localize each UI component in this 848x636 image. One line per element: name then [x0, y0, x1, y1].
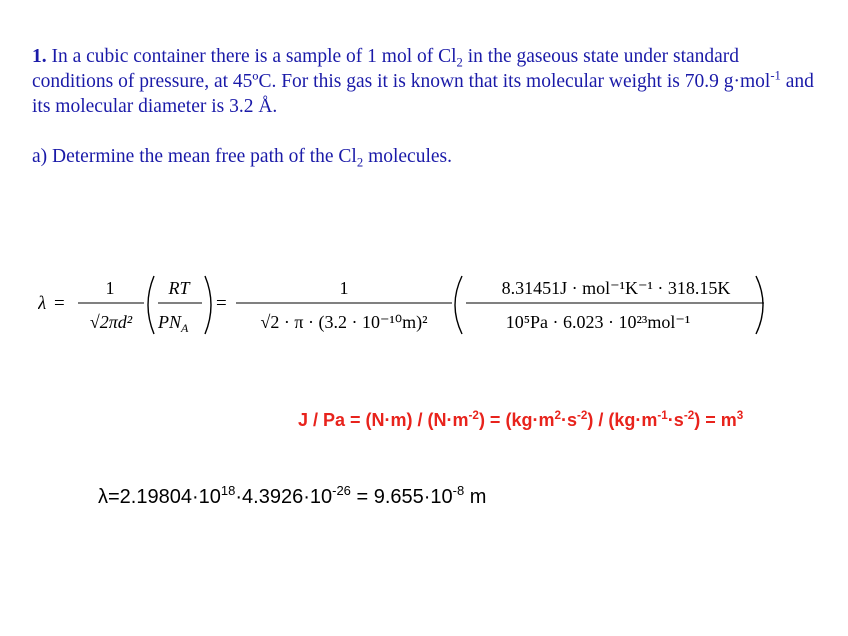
- units-exp-d: -1: [657, 408, 668, 422]
- mol-exponent: -1: [770, 68, 781, 83]
- fraction-1-denominator: √2πd²: [89, 312, 133, 332]
- units-part-f: ) = m: [694, 410, 737, 430]
- right-paren-1: [205, 276, 211, 334]
- units-exp-c: -2: [576, 408, 588, 422]
- units-part-a: J / Pa = (N·m) / (N·m: [298, 410, 469, 430]
- lambda-symbol: λ: [38, 293, 47, 314]
- result-part-b: ·4.3926·10: [235, 486, 333, 508]
- result-line: [98, 483, 487, 509]
- equals-sign-1: =: [54, 293, 65, 314]
- units-exp-e: -2: [683, 408, 695, 422]
- result-exp-c: -8: [452, 483, 465, 499]
- units-part-b: ) = (kg·m: [478, 410, 555, 430]
- result-part-d: m: [464, 486, 487, 508]
- left-paren-2: [455, 276, 462, 334]
- problem-text-3: and its molecular diameter is 3.2 Å.: [32, 71, 814, 117]
- fraction-2-den-sub: A: [181, 321, 189, 335]
- units-exp-b: 2: [554, 408, 561, 422]
- result-part-c: = 9.655·10: [350, 486, 453, 508]
- problem-text-1: In a cubic container there is a sample of 1 mol of Cl: [46, 46, 457, 67]
- result-part-a: λ=2.19804·10: [98, 486, 221, 508]
- units-exp-a: -2: [468, 408, 479, 422]
- result-exp-a: 18: [220, 483, 236, 499]
- question-text-2: molecules.: [363, 146, 452, 167]
- right-paren-2: [756, 276, 763, 334]
- fraction-4-numerator: 8.31451J · mol⁻¹K⁻¹ · 318.15K: [501, 278, 731, 298]
- problem-number: 1.: [32, 46, 47, 67]
- fraction-3-denominator: √2 · π · (3.2 · 10⁻¹⁰m)²: [260, 312, 428, 332]
- question-a: [32, 144, 822, 169]
- equals-sign-2: =: [216, 293, 227, 314]
- fraction-2-den-main: PN: [158, 312, 182, 332]
- units-part-e: ·s: [667, 410, 684, 430]
- fraction-2-numerator: RT: [168, 278, 190, 298]
- fraction-4-denominator: 10⁵Pa · 6.023 · 10²³mol⁻¹: [505, 312, 691, 332]
- units-part-d: ) / (kg·m: [587, 410, 658, 430]
- question-text-1: a) Determine the mean free path of the Cl: [32, 146, 357, 167]
- fraction-3-numerator: 1: [339, 278, 349, 298]
- problem-statement: [32, 44, 822, 169]
- mean-free-path-equation: [38, 268, 818, 346]
- left-paren-1: [148, 276, 154, 334]
- unit-analysis: [298, 410, 743, 431]
- fraction-1-numerator: 1: [105, 278, 115, 298]
- units-exp-f: 3: [736, 408, 744, 422]
- problem-paragraph: [32, 44, 822, 119]
- units-part-c: ·s: [560, 410, 577, 430]
- question-subscript: 2: [356, 155, 364, 170]
- problem-text-2: in the gaseous state under standard conditions of pressure, at 45ºC. For this gas it is known that its molecular weight is 70.9 g·mol: [32, 46, 771, 92]
- fraction-2-denominator: [157, 312, 189, 335]
- result-exp-b: -26: [332, 483, 351, 499]
- cl-subscript: 2: [456, 55, 463, 70]
